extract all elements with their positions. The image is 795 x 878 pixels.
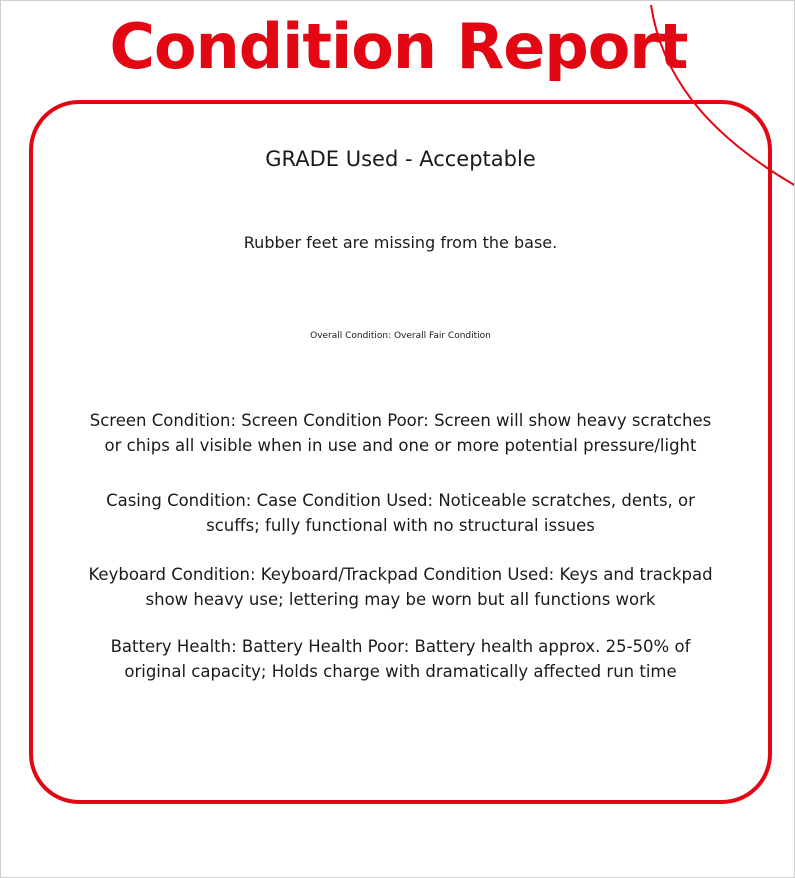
keyboard-condition — [33, 562, 768, 612]
casing-condition-line-2: scuffs; fully functional with no structural issues — [206, 516, 595, 535]
keyboard-condition-line-2: show heavy use; lettering may be worn but all functions work — [145, 590, 656, 609]
screen-condition-line-1: Screen Condition: Screen Condition Poor: Screen will show heavy scratches — [89, 411, 712, 430]
casing-condition-line-1: Casing Condition: Case Condition Used: Noticeable scratches, dents, or — [106, 491, 695, 510]
battery-health-line-2: original capacity; Holds charge with dramatically affected run time — [124, 662, 677, 681]
screen-condition-line-2: or chips all visible when in use and one or more potential pressure/light — [104, 436, 697, 455]
battery-health-line-1: Battery Health: Battery Health Poor: Battery health approx. 25-50% of — [110, 637, 691, 656]
page-title: Condition Report — [109, 10, 688, 83]
battery-health — [33, 634, 768, 684]
overall-condition: Overall Condition: Overall Fair Condition — [310, 331, 491, 341]
screen-condition — [33, 408, 768, 458]
keyboard-condition-line-1: Keyboard Condition: Keyboard/Trackpad Condition Used: Keys and trackpad — [88, 565, 713, 584]
condition-note: Rubber feet are missing from the base. — [243, 233, 558, 252]
grade-heading: GRADE Used - Acceptable — [265, 147, 536, 171]
casing-condition — [33, 488, 768, 538]
